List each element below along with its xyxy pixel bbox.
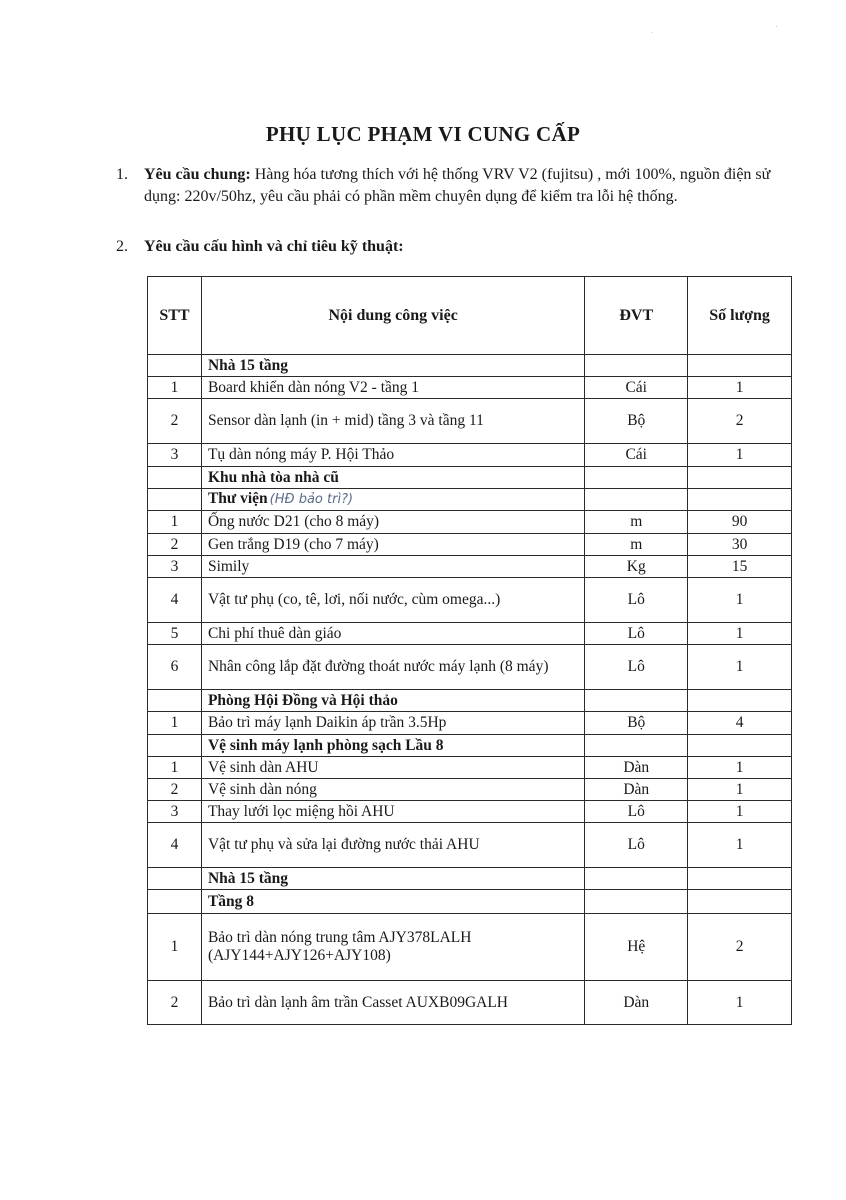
cell-quantity: 2 xyxy=(688,399,792,444)
section-row xyxy=(148,355,792,377)
cell-unit: Lô xyxy=(585,578,688,623)
section-label: Vệ sinh máy lạnh phòng sạch Lầu 8 xyxy=(207,736,444,754)
cell-unit: Dàn xyxy=(585,981,688,1025)
cell-unit: Bộ xyxy=(585,399,688,444)
section-label: Phòng Hội Đồng và Hội thảo xyxy=(207,691,398,709)
cell-stt: 1 xyxy=(148,914,202,981)
cell-stt: 3 xyxy=(148,444,202,467)
cell-stt xyxy=(148,890,202,914)
cell-unit: Kg xyxy=(585,556,688,578)
cell-content: Vật tư phụ (co, tê, lơi, nối nước, cùm omega...) xyxy=(201,578,584,623)
cell-content: Tụ dàn nóng máy P. Hội Thảo xyxy=(201,444,584,467)
section-row xyxy=(148,690,792,712)
cell-unit xyxy=(585,467,688,489)
cell-stt xyxy=(148,735,202,757)
cell-unit: Lô xyxy=(585,823,688,868)
table-row xyxy=(148,623,792,645)
cell-content: Simily xyxy=(201,556,584,578)
cell-unit: m xyxy=(585,534,688,556)
cell-stt: 4 xyxy=(148,578,202,623)
cell-content: Vệ sinh dàn nóng xyxy=(201,779,584,801)
section-title xyxy=(201,890,584,914)
table-row xyxy=(148,377,792,399)
cell-content: Ống nước D21 (cho 8 máy) xyxy=(201,511,584,534)
table-row xyxy=(148,399,792,444)
cell-stt xyxy=(148,868,202,890)
section-title xyxy=(201,690,584,712)
table-row xyxy=(148,578,792,623)
cell-quantity: 1 xyxy=(688,823,792,868)
cell-unit xyxy=(585,868,688,890)
requirement-general xyxy=(116,164,784,208)
table-row xyxy=(148,823,792,868)
requirement-number: 2. xyxy=(116,238,128,255)
section-title xyxy=(201,489,584,511)
section-title xyxy=(201,735,584,757)
cell-content: Vệ sinh dàn AHU xyxy=(201,757,584,779)
table-row xyxy=(148,444,792,467)
cell-stt: 6 xyxy=(148,645,202,690)
cell-quantity xyxy=(688,868,792,890)
table-row xyxy=(148,556,792,578)
section-label: Nhà 15 tầng xyxy=(207,356,289,374)
section-row xyxy=(148,489,792,511)
requirement-label: Yêu cầu cấu hình và chỉ tiêu kỹ thuật: xyxy=(144,238,404,255)
cell-unit: Dàn xyxy=(585,779,688,801)
cell-quantity xyxy=(688,690,792,712)
cell-content: Vật tư phụ và sửa lại đường nước thải AHU xyxy=(201,823,584,868)
cell-content: Board khiển dàn nóng V2 - tầng 1 xyxy=(201,377,584,399)
table-row xyxy=(148,645,792,690)
table-row xyxy=(148,801,792,823)
cell-unit xyxy=(585,489,688,511)
cell-content: Sensor dàn lạnh (in + mid) tầng 3 và tầng 11 xyxy=(201,399,584,444)
table-row xyxy=(148,981,792,1025)
header-content: Nội dung công việc xyxy=(201,277,584,355)
table-row xyxy=(148,779,792,801)
cell-unit xyxy=(585,355,688,377)
table-body xyxy=(148,355,792,1025)
cell-stt: 1 xyxy=(148,757,202,779)
cell-stt xyxy=(148,467,202,489)
cell-unit: Cái xyxy=(585,444,688,467)
cell-unit: Dàn xyxy=(585,757,688,779)
section-label: Thư viện xyxy=(207,490,268,507)
cell-stt xyxy=(148,489,202,511)
requirement-text: Hàng hóa tương thích với hệ thống VRV V2 (fujitsu) , mới 100%, nguồn điện sử dụng: 220v/50hz, yêu cầu phải có phần mềm chuyên dụng để kiểm tra lỗi hệ thống. xyxy=(144,166,771,205)
cell-quantity: 90 xyxy=(688,511,792,534)
header-unit: ĐVT xyxy=(585,277,688,355)
cell-content: Gen trắng D19 (cho 7 máy) xyxy=(201,534,584,556)
cell-stt xyxy=(148,690,202,712)
cell-quantity: 1 xyxy=(688,801,792,823)
cell-stt: 1 xyxy=(148,377,202,399)
section-title xyxy=(201,467,584,489)
spec-table xyxy=(147,276,792,1025)
cell-content: Bảo trì máy lạnh Daikin áp trần 3.5Hp xyxy=(201,712,584,735)
cell-quantity: 1 xyxy=(688,779,792,801)
cell-content: Bảo trì dàn lạnh âm trần Casset AUXB09GALH xyxy=(201,981,584,1025)
cell-quantity: 1 xyxy=(688,578,792,623)
cell-unit xyxy=(585,890,688,914)
requirement-spec xyxy=(116,236,784,258)
cell-stt: 1 xyxy=(148,712,202,735)
cell-unit: Lô xyxy=(585,623,688,645)
requirement-label: Yêu cầu chung: xyxy=(144,166,251,183)
header-stt: STT xyxy=(148,277,202,355)
cell-unit: m xyxy=(585,511,688,534)
page-title: PHỤ LỤC PHẠM VI CUNG CẤP xyxy=(265,122,581,146)
section-row xyxy=(148,868,792,890)
cell-stt: 2 xyxy=(148,534,202,556)
section-title xyxy=(201,355,584,377)
cell-quantity: 1 xyxy=(688,645,792,690)
cell-unit: Cái xyxy=(585,377,688,399)
cell-stt: 2 xyxy=(148,981,202,1025)
cell-stt: 2 xyxy=(148,399,202,444)
table-header-row xyxy=(148,277,792,355)
header-quantity: Số lượng xyxy=(688,277,792,355)
cell-content: Thay lưới lọc miệng hồi AHU xyxy=(201,801,584,823)
cell-quantity xyxy=(688,890,792,914)
scan-mark: · xyxy=(650,28,654,39)
table-row xyxy=(148,511,792,534)
scan-mark: · xyxy=(775,22,779,33)
cell-unit: Bộ xyxy=(585,712,688,735)
cell-stt: 1 xyxy=(148,511,202,534)
section-title xyxy=(201,868,584,890)
table-row xyxy=(148,914,792,981)
cell-quantity: 4 xyxy=(688,712,792,735)
section-label: Nhà 15 tầng xyxy=(207,869,289,887)
cell-quantity: 1 xyxy=(688,444,792,467)
cell-quantity: 15 xyxy=(688,556,792,578)
requirement-number: 1. xyxy=(116,166,128,183)
cell-quantity: 30 xyxy=(688,534,792,556)
cell-stt: 4 xyxy=(148,823,202,868)
cell-quantity: 1 xyxy=(688,757,792,779)
section-label: Tầng 8 xyxy=(207,892,255,910)
cell-unit xyxy=(585,735,688,757)
cell-stt: 3 xyxy=(148,801,202,823)
section-row xyxy=(148,467,792,489)
table-row xyxy=(148,534,792,556)
cell-quantity xyxy=(688,489,792,511)
table-row xyxy=(148,757,792,779)
cell-quantity: 1 xyxy=(688,377,792,399)
cell-unit: Lô xyxy=(585,645,688,690)
cell-content: Chi phí thuê dàn giáo xyxy=(201,623,584,645)
table-row xyxy=(148,712,792,735)
cell-quantity xyxy=(688,355,792,377)
cell-quantity: 1 xyxy=(688,623,792,645)
handwritten-note: (HĐ bảo trì?) xyxy=(269,492,354,507)
cell-unit: Hệ xyxy=(585,914,688,981)
cell-stt: 2 xyxy=(148,779,202,801)
section-row xyxy=(148,735,792,757)
cell-quantity xyxy=(688,467,792,489)
section-row xyxy=(148,890,792,914)
section-label: Khu nhà tòa nhà cũ xyxy=(207,468,339,486)
cell-quantity: 2 xyxy=(688,914,792,981)
cell-content: Nhân công lắp đặt đường thoát nước máy lạnh (8 máy) xyxy=(201,645,584,690)
cell-stt xyxy=(148,355,202,377)
cell-quantity xyxy=(688,735,792,757)
cell-quantity: 1 xyxy=(688,981,792,1025)
cell-stt: 3 xyxy=(148,556,202,578)
cell-unit xyxy=(585,690,688,712)
cell-content: Bảo trì dàn nóng trung tâm AJY378LALH (AJY144+AJY126+AJY108) xyxy=(201,914,584,981)
cell-stt: 5 xyxy=(148,623,202,645)
cell-unit: Lô xyxy=(585,801,688,823)
